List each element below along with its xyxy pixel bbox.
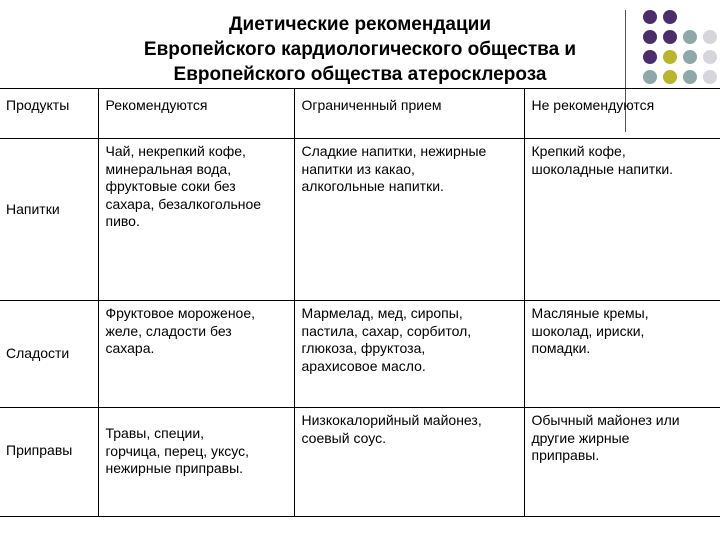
dot-icon: [643, 50, 657, 64]
product-cell: [0, 139, 98, 301]
not-recommended-cell: [524, 301, 720, 408]
cell-line: алкогольные напитки.: [301, 178, 444, 194]
cell-line: Обычный майонез или: [531, 412, 680, 428]
limited-cell: [294, 301, 524, 408]
dot-icon: [663, 10, 677, 24]
cell-line: глюкоза, фруктоза,: [301, 340, 426, 356]
cell-line: Мармелад, мед, сиропы,: [301, 305, 463, 321]
table-header-row: [0, 89, 720, 139]
dot-icon: [643, 10, 657, 24]
cell-line: нежирные приправы.: [105, 460, 244, 476]
product-label: Приправы: [6, 442, 73, 458]
cell-line: напитки из какао,: [301, 160, 415, 177]
cell-line: минеральная вода,: [105, 160, 232, 177]
cell-line: пастила, сахар, сорбитол,: [301, 322, 472, 339]
product-label: Сладости: [6, 345, 70, 361]
cell-line: Крепкий кофе,: [531, 143, 626, 159]
header-recommended: Рекомендуются: [98, 89, 294, 139]
cell-line: соевый соус.: [301, 429, 386, 446]
dot-icon: [703, 70, 717, 84]
cell-line: Чай, некрепкий кофе,: [105, 143, 246, 159]
cell-line: сахара, безалкогольное: [105, 195, 262, 212]
cell-line: желе, сладости без: [105, 322, 232, 339]
recommended-cell: [98, 408, 294, 517]
cell-line: сахара.: [105, 340, 155, 356]
limited-cell: [294, 408, 524, 517]
dot-icon: [643, 30, 657, 44]
cell-line: фруктовые соки без: [105, 178, 236, 194]
dot-icon: [683, 50, 697, 64]
header-limited: Ограниченный прием: [294, 89, 524, 139]
page-title: [100, 12, 620, 87]
not-recommended-cell: [524, 139, 720, 301]
dot-icon: [683, 70, 697, 84]
cell-line: горчица, перец, уксус,: [105, 442, 250, 459]
cell-line: Травы, специи,: [105, 425, 205, 441]
diet-table: [0, 88, 720, 517]
limited-cell: [294, 139, 524, 301]
cell-line: Фруктовое мороженое,: [105, 305, 256, 321]
recommended-cell: [98, 301, 294, 408]
table-row: [0, 408, 720, 517]
table-row: [0, 139, 720, 301]
table-row: [0, 301, 720, 408]
header-not-recommended: Не рекомендуются: [524, 89, 720, 139]
decorative-dots: [643, 10, 720, 80]
dot-icon: [683, 30, 697, 44]
cell-line: арахисовое масло.: [301, 357, 426, 374]
title-line: Европейского общества атеросклероза: [173, 64, 547, 85]
dot-icon: [663, 50, 677, 64]
product-label: Напитки: [6, 201, 60, 217]
title-line: Европейского кардиологического общества и: [143, 39, 577, 60]
dot-icon: [703, 30, 717, 44]
cell-line: приправы.: [531, 447, 600, 463]
cell-line: пиво.: [105, 213, 140, 229]
dot-icon: [703, 50, 717, 64]
product-cell: [0, 301, 98, 408]
cell-line: Низкокалорийный майонез,: [301, 412, 482, 428]
cell-line: Масляные кремы,: [531, 305, 649, 321]
dot-icon: [663, 30, 677, 44]
product-cell: [0, 408, 98, 517]
cell-line: другие жирные: [531, 429, 630, 446]
recommended-cell: [98, 139, 294, 301]
dot-icon: [643, 70, 657, 84]
cell-line: шоколад, ириски,: [531, 322, 645, 339]
cell-line: шоколадные напитки.: [531, 160, 674, 177]
not-recommended-cell: [524, 408, 720, 517]
cell-line: помадки.: [531, 340, 591, 356]
dot-icon: [663, 70, 677, 84]
title-line: Диетические рекомендации: [228, 14, 492, 35]
cell-line: Сладкие напитки, нежирные: [301, 143, 487, 159]
header-products: Продукты: [0, 89, 98, 139]
